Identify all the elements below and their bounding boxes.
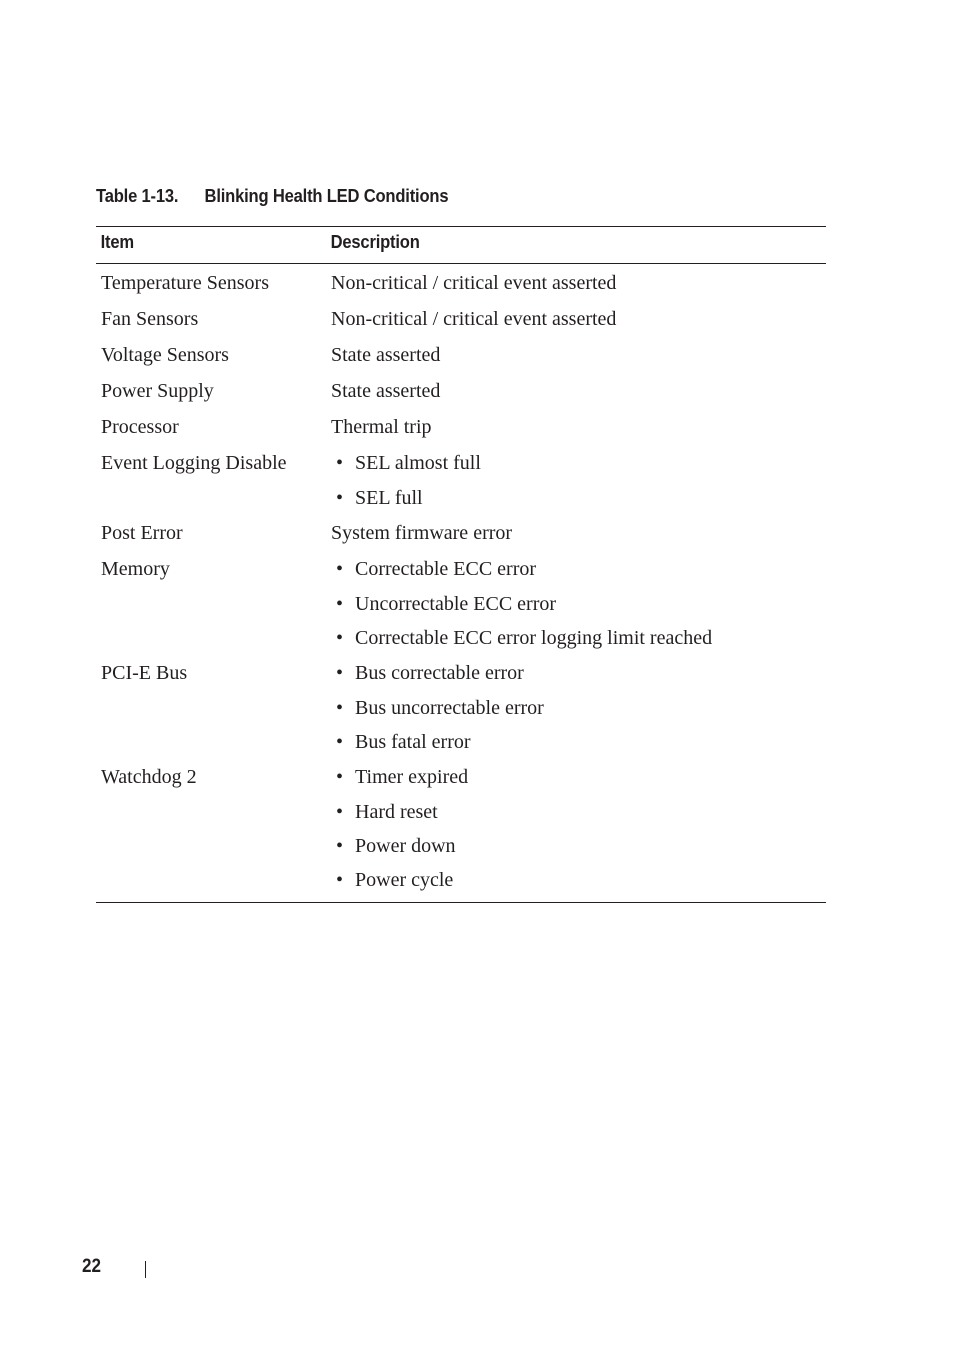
row-description: [326, 759, 826, 897]
row-item: Processor: [101, 416, 179, 438]
table-body: [96, 264, 826, 902]
row-description: Thermal trip: [331, 416, 432, 438]
table-row: [96, 301, 826, 337]
table-row: [96, 265, 826, 301]
bullet-list: [331, 551, 826, 655]
row-item: Post Error: [101, 522, 183, 544]
bullet-list: [331, 759, 826, 897]
table-row: [96, 409, 826, 445]
row-description: State asserted: [331, 380, 441, 402]
row-description: [326, 445, 826, 515]
bullet-item: • Timer expired: [331, 759, 826, 795]
header-description: Description: [330, 232, 420, 252]
table-header-row: [96, 227, 826, 264]
row-description: Non-critical / critical event asserted: [331, 308, 617, 330]
bullet-list: [331, 445, 826, 515]
row-description: [326, 551, 826, 655]
table-row: [96, 373, 826, 409]
bullet-item: • Bus fatal error: [331, 725, 826, 759]
table-row: [96, 655, 826, 759]
row-item: Temperature Sensors: [101, 272, 269, 294]
header-item: Item: [100, 232, 134, 252]
bullet-item: • Power cycle: [331, 863, 826, 897]
row-item: PCI-E Bus: [101, 662, 188, 684]
table-caption: [96, 186, 448, 207]
bullet-item: • Hard reset: [331, 795, 826, 829]
table-row: [96, 337, 826, 373]
table-number: Table 1-13.: [96, 186, 179, 206]
bullet-item: • Uncorrectable ECC error: [331, 587, 826, 621]
bullet-item: • SEL almost full: [331, 445, 826, 481]
table-row: [96, 515, 826, 551]
bullet-item: • Correctable ECC error: [331, 551, 826, 587]
bullet-item: • SEL full: [331, 481, 826, 515]
row-item: Voltage Sensors: [101, 344, 229, 366]
row-item: Watchdog 2: [101, 766, 197, 788]
table-row: [96, 551, 826, 655]
footer-divider: [145, 1261, 146, 1278]
table-row: [96, 759, 826, 897]
row-description: [326, 655, 826, 759]
row-description: State asserted: [331, 344, 441, 366]
bullet-item: • Bus correctable error: [331, 655, 826, 691]
row-item: Power Supply: [101, 380, 214, 402]
row-item: Event Logging Disable: [101, 452, 287, 474]
table-row: [96, 445, 826, 515]
bullet-list: [331, 655, 826, 759]
bullet-item: • Correctable ECC error logging limit reached: [331, 621, 826, 655]
bullet-item: • Bus uncorrectable error: [331, 691, 826, 725]
row-description: System firmware error: [331, 522, 513, 544]
row-item: Memory: [101, 558, 170, 580]
page-number: 22: [82, 1256, 102, 1277]
bullet-item: • Power down: [331, 829, 826, 863]
table-title: Blinking Health LED Conditions: [204, 186, 449, 206]
led-conditions-table: [96, 226, 826, 903]
row-description: Non-critical / critical event asserted: [331, 272, 617, 294]
row-item: Fan Sensors: [101, 308, 199, 330]
